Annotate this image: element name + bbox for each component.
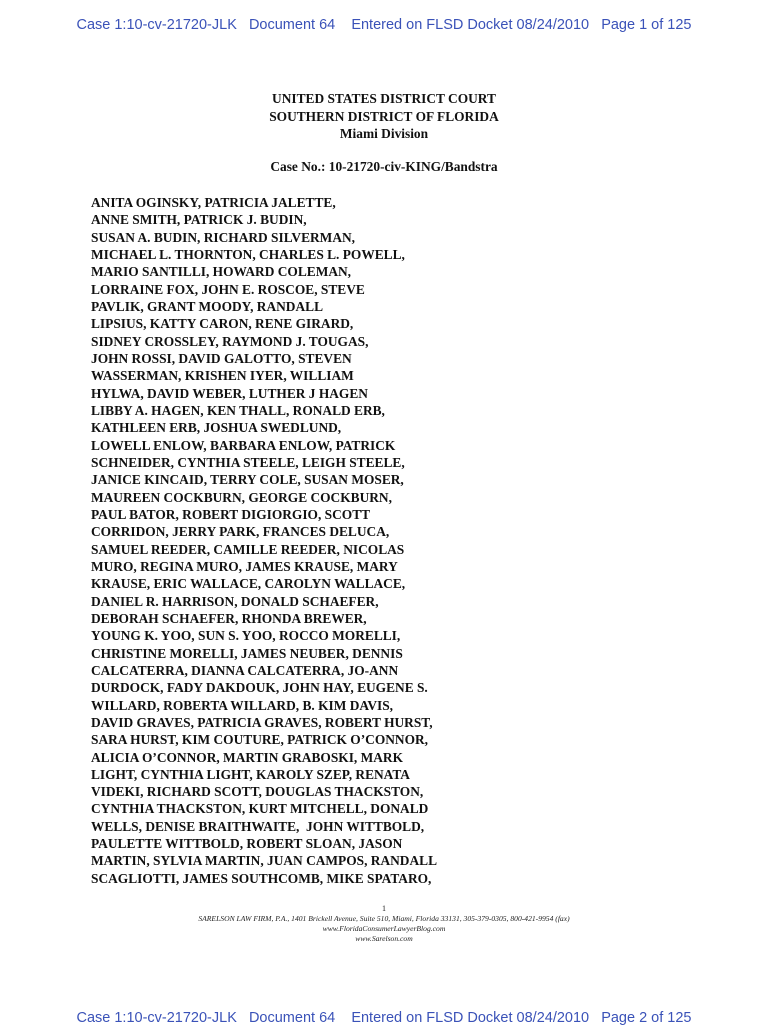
docket-stamp-top: Case 1:10-cv-21720-JLK Document 64 Entered on FLSD Docket 08/24/2010 Page 1 of 125 [76,17,692,33]
party-line: VIDEKI, RICHARD SCOTT, DOUGLAS THACKSTON, [91,784,424,800]
party-line: MAUREEN COCKBURN, GEORGE COCKBURN, [91,489,392,505]
party-line: MARIO SANTILLI, HOWARD COLEMAN, [91,264,352,280]
blog-url: www.FloridaConsumerLawyerBlog.com [322,924,446,933]
party-line: DEBORAH SCHAEFER, RHONDA BREWER, [91,610,367,626]
party-line: SAMUEL REEDER, CAMILLE REEDER, NICOLAS [91,541,405,557]
party-line: PAVLIK, GRANT MOODY, RANDALL [91,298,324,314]
party-line: CYNTHIA THACKSTON, KURT MITCHELL, DONALD [91,801,429,817]
party-line: ANNE SMITH, PATRICK J. BUDIN, [91,212,307,228]
party-line: WELLS, DENISE BRAITHWAITE, JOHN WITTBOLD, [91,818,425,834]
firm-address: SARELSON LAW FIRM, P.A., 1401 Brickell Avenue, Suite 510, Miami, Florida 33131, 305-379-0305, 800-421-9954 (fax) [198,914,570,923]
party-line: KATHLEEN ERB, JOSHUA SWEDLUND, [91,420,342,436]
party-line: CHRISTINE MORELLI, JAMES NEUBER, DENNIS [91,645,403,661]
party-line: SCHNEIDER, CYNTHIA STEELE, LEIGH STEELE, [91,454,405,470]
party-line: ANITA OGINSKY, PATRICIA JALETTE, [91,195,336,210]
party-line: LIPSIUS, KATTY CARON, RENE GIRARD, [91,316,354,332]
party-line: KRAUSE, ERIC WALLACE, CAROLYN WALLACE, [91,576,406,592]
district-name: SOUTHERN DISTRICT OF FLORIDA [269,108,499,124]
party-line: CALCATERRA, DIANNA CALCATERRA, JO-ANN [91,662,399,678]
party-line: CORRIDON, JERRY PARK, FRANCES DELUCA, [91,524,390,540]
party-line: LIGHT, CYNTHIA LIGHT, KAROLY SZEP, RENATA [91,766,410,782]
party-line: SCAGLIOTTI, JAMES SOUTHCOMB, MIKE SPATARO, [91,870,432,886]
party-line: LORRAINE FOX, JOHN E. ROSCOE, STEVE [91,281,365,297]
party-line: JOHN ROSSI, DAVID GALOTTO, STEVEN [91,350,352,366]
party-line: PAULETTE WITTBOLD, ROBERT SLOAN, JASON [91,836,403,852]
party-line: WILLARD, ROBERTA WILLARD, B. KIM DAVIS, [91,697,393,713]
party-line: PAUL BATOR, ROBERT DIGIORGIO, SCOTT [91,506,371,522]
party-line: SARA HURST, KIM COUTURE, PATRICK O’CONNOR, [91,732,429,748]
party-line: HYLWA, DAVID WEBER, LUTHER J HAGEN [91,385,368,401]
docket-stamp-bottom: Case 1:10-cv-21720-JLK Document 64 Entered on FLSD Docket 08/24/2010 Page 2 of 125 [76,1010,692,1026]
party-line: DURDOCK, FADY DAKDOUK, JOHN HAY, EUGENE S. [91,680,428,696]
court-header [0,90,768,143]
website-url: www.Sarelson.com [355,934,413,943]
party-line: JANICE KINCAID, TERRY COLE, SUSAN MOSER, [91,472,404,488]
party-line: SIDNEY CROSSLEY, RAYMOND J. TOUGAS, [91,333,369,349]
party-line: DANIEL R. HARRISON, DONALD SCHAEFER, [91,593,379,609]
page-number: 1 [382,904,386,913]
party-line: DAVID GRAVES, PATRICIA GRAVES, ROBERT HURST, [91,714,433,730]
case-number: Case No.: 10-21720-civ-KING/Bandstra [270,159,498,174]
court-name: UNITED STATES DISTRICT COURT [272,91,496,106]
party-line: LOWELL ENLOW, BARBARA ENLOW, PATRICK [91,437,396,453]
division-name: Miami Division [339,126,429,141]
party-line: ALICIA O’CONNOR, MARTIN GRABOSKI, MARK [91,749,403,765]
party-line: LIBBY A. HAGEN, KEN THALL, RONALD ERB, [91,402,385,418]
party-line: MURO, REGINA MURO, JAMES KRAUSE, MARY [91,558,398,574]
party-line: SUSAN A. BUDIN, RICHARD SILVERMAN, [91,229,356,245]
party-list [91,194,437,887]
party-line: WASSERMAN, KRISHEN IYER, WILLIAM [91,368,354,384]
page-footer [0,904,768,944]
party-line: MICHAEL L. THORNTON, CHARLES L. POWELL, [91,246,405,262]
party-line: YOUNG K. YOO, SUN S. YOO, ROCCO MORELLI, [91,628,401,644]
party-line: MARTIN, SYLVIA MARTIN, JUAN CAMPOS, RANDALL [91,853,437,869]
